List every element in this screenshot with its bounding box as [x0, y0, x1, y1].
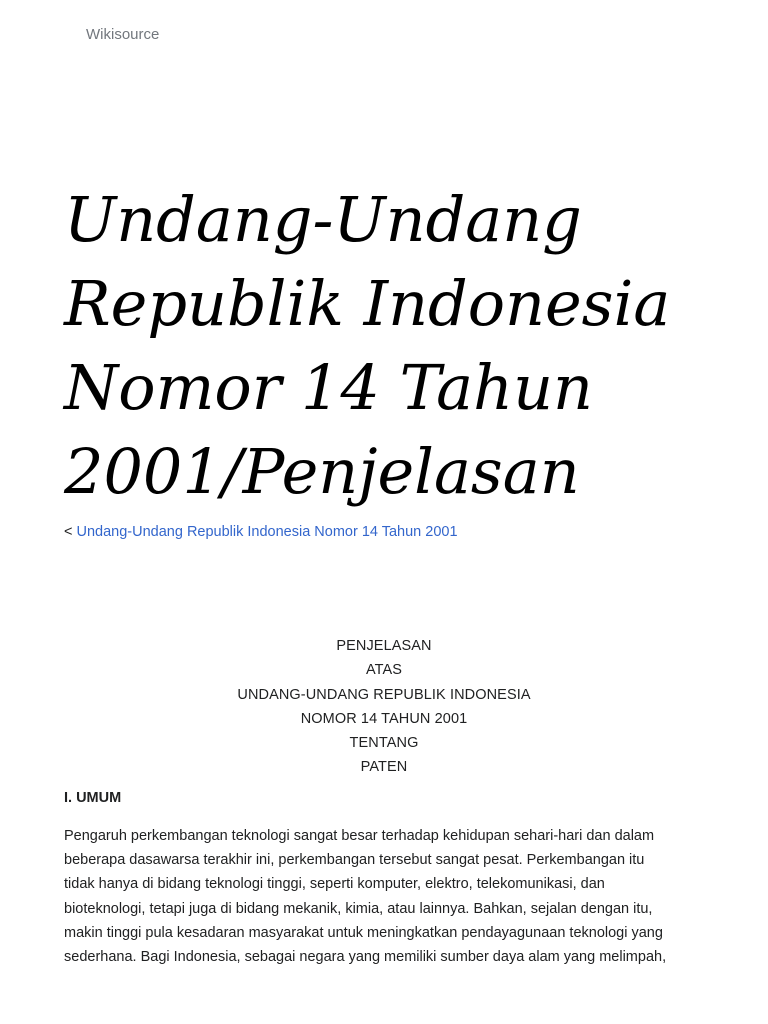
paragraph-line: sederhana. Bagi Indonesia, sebagai negara yang memiliki sumber daya alam yang melimpah, [64, 949, 667, 966]
breadcrumb-prefix: < [64, 524, 73, 540]
page-title-line: Republik Indonesia [64, 267, 671, 340]
page-title-line: Nomor 14 Tahun [64, 351, 593, 424]
heading-line: PATEN [360, 759, 408, 776]
heading-line: UNDANG-UNDANG REPUBLIK INDONESIA [237, 686, 531, 703]
page-title [64, 178, 744, 514]
heading-line: TENTANG [349, 735, 419, 752]
document-heading [0, 634, 768, 780]
heading-line: NOMOR 14 TAHUN 2001 [300, 710, 468, 727]
paragraph-line: tidak hanya di bidang teknologi tinggi, seperti komputer, elektro, telekomunikasi, dan [64, 876, 605, 893]
breadcrumb [64, 522, 458, 542]
paragraph-line: Pengaruh perkembangan teknologi sangat besar terhadap kehidupan sehari-hari dan dalam [64, 828, 655, 844]
heading-line: PENJELASAN [336, 638, 432, 654]
paragraph-line: makin tinggi pula kesadaran masyarakat untuk meningkatkan pendayagunaan teknologi yang [64, 924, 663, 941]
page-title-line: 2001/Penjelasan [64, 435, 580, 508]
page-title-line: Undang-Undang [64, 183, 582, 256]
breadcrumb-parent-link[interactable]: Undang-Undang Republik Indonesia Nomor 14 Tahun 2001 [76, 524, 458, 540]
site-name[interactable]: Wikisource [86, 26, 160, 43]
section-paragraph [64, 824, 714, 969]
paragraph-line: beberapa dasawarsa terakhir ini, perkembangan tersebut sangat pesat. Perkembangan itu [64, 852, 645, 869]
heading-line: ATAS [365, 662, 403, 679]
section-title: I. UMUM [64, 790, 122, 806]
paragraph-line: bioteknologi, tetapi juga di bidang mekanik, kimia, atau lainnya. Bahkan, sejalan dengan itu, [64, 900, 653, 917]
